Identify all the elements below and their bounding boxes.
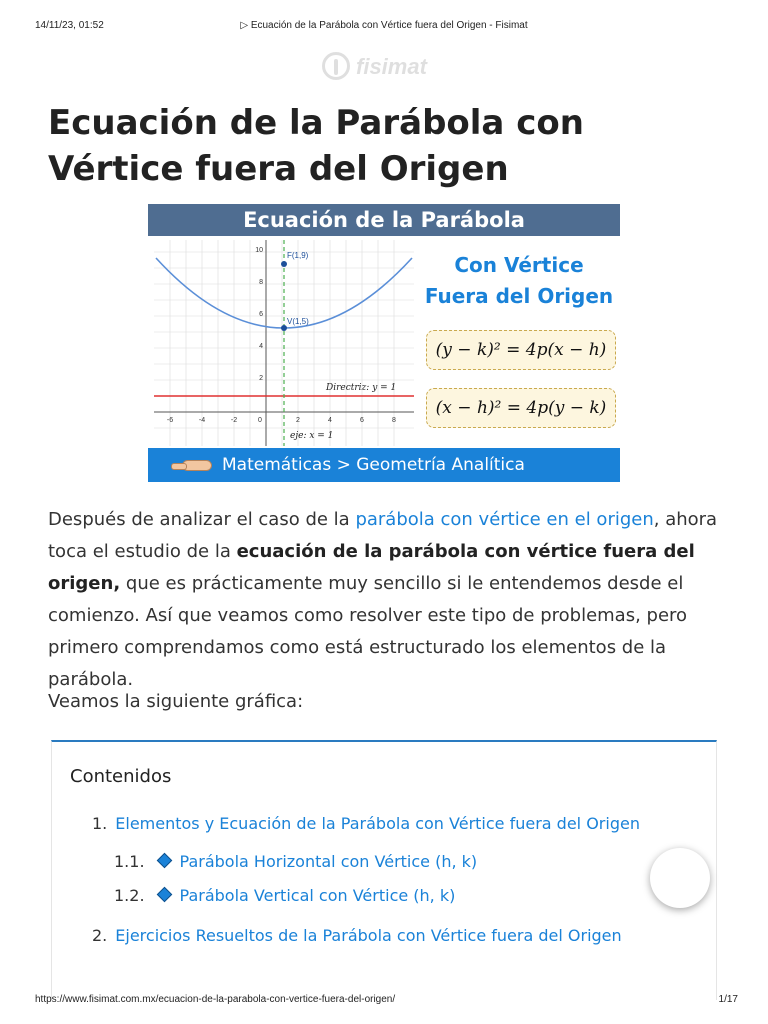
- y-tick-labels: [255, 247, 263, 382]
- figure-banner-bottom: [148, 448, 620, 482]
- x-tick: 4: [328, 417, 332, 424]
- figure-banner-top: Ecuación de la Parábola: [148, 204, 620, 236]
- featured-image: [148, 204, 620, 482]
- toc-item-2[interactable]: [92, 926, 622, 945]
- graph-intro-paragraph: Veamos la siguiente gráfica:: [48, 691, 304, 712]
- diamond-icon: [156, 887, 172, 903]
- figure-subtitle: [424, 250, 614, 312]
- intro-text-3: que es prácticamente muy sencillo si le entendemos desde el comienzo. Así que veamos como resolver este tipo de problemas, pero primero comprendamos como está estructurado los elementos de la parábola.: [48, 573, 688, 690]
- print-page-title: ▷ Ecuación de la Parábola con Vértice fuera del Origen - Fisimat: [240, 20, 528, 31]
- y-tick: 6: [259, 311, 263, 318]
- intro-paragraph: [48, 504, 728, 696]
- toc-number: 1.: [92, 814, 108, 833]
- toc-item-1-2[interactable]: [114, 886, 455, 905]
- link-parabola-vertice-origen[interactable]: parábola con vértice en el origen: [355, 509, 654, 530]
- print-datetime: 14/11/23, 01:52: [35, 20, 104, 31]
- print-url: https://www.fisimat.com.mx/ecuacion-de-la-parabola-con-vertice-fuera-del-origen/: [35, 994, 396, 1005]
- intro-bold-text: ecuación de la parábola con vértice fuera del origen,: [48, 541, 695, 594]
- x-tick: -4: [198, 417, 206, 424]
- x-tick: 8: [392, 417, 396, 424]
- toc-link[interactable]: Elementos y Ecuación de la Parábola con Vértice fuera del Origen: [115, 814, 640, 833]
- toc-number: 2.: [92, 926, 108, 945]
- floating-action-button[interactable]: [650, 848, 710, 908]
- logo-icon: [322, 52, 350, 80]
- print-footer: [0, 994, 768, 1014]
- figure-breadcrumb: Matemáticas > Geometría Analítica: [222, 455, 525, 475]
- toc-item-1-1[interactable]: [114, 852, 477, 871]
- toc-title: Contenidos: [70, 766, 172, 787]
- pointing-hand-icon: [182, 460, 212, 471]
- toc-number: 1.2.: [114, 886, 145, 905]
- equation-horizontal: (y − k)² = 4p(x − h): [426, 330, 616, 370]
- figure-subtitle-line2: Fuera del Origen: [424, 284, 614, 308]
- print-page-number: 1/17: [718, 994, 738, 1005]
- toc-link[interactable]: Ejercicios Resueltos de la Parábola con Vértice fuera del Origen: [115, 926, 622, 945]
- table-of-contents: [51, 740, 717, 1000]
- y-tick: 10: [255, 247, 263, 254]
- toc-item-1[interactable]: [92, 814, 640, 833]
- directrix-label: Directriz: y = 1: [326, 383, 397, 393]
- x-tick: 6: [360, 417, 364, 424]
- y-tick: 2: [259, 375, 263, 382]
- x-tick: 0: [258, 417, 262, 424]
- y-tick: 8: [259, 279, 263, 286]
- print-header: [0, 0, 768, 40]
- x-tick: -2: [230, 417, 238, 424]
- axis-label: eje: x = 1: [290, 431, 334, 441]
- y-tick: 4: [259, 343, 263, 350]
- focus-point: [281, 261, 287, 267]
- diamond-icon: [156, 853, 172, 869]
- x-tick: 2: [296, 417, 300, 424]
- intro-text-1: Después de analizar el caso de la: [48, 509, 356, 530]
- parabola-graph: [154, 240, 414, 446]
- toc-link[interactable]: Parábola Vertical con Vértice (h, k): [179, 886, 456, 905]
- figure-subtitle-line1: Con Vértice: [454, 253, 584, 277]
- site-logo[interactable]: [322, 50, 446, 84]
- vertex-label: V(1,5): [287, 317, 309, 326]
- intro-text-2: , ahora toca el estudio de la: [48, 509, 718, 562]
- article-title: Ecuación de la Parábola con Vértice fuera del Origen: [48, 103, 584, 189]
- x-tick-labels: [167, 417, 396, 424]
- toc-number: 1.1.: [114, 852, 145, 871]
- toc-link[interactable]: Parábola Horizontal con Vértice (h, k): [179, 852, 478, 871]
- focus-label: F(1,9): [287, 251, 309, 260]
- x-tick: -6: [166, 417, 174, 424]
- logo-text: fisimat: [356, 54, 427, 79]
- equation-vertical: (x − h)² = 4p(y − k): [426, 388, 616, 428]
